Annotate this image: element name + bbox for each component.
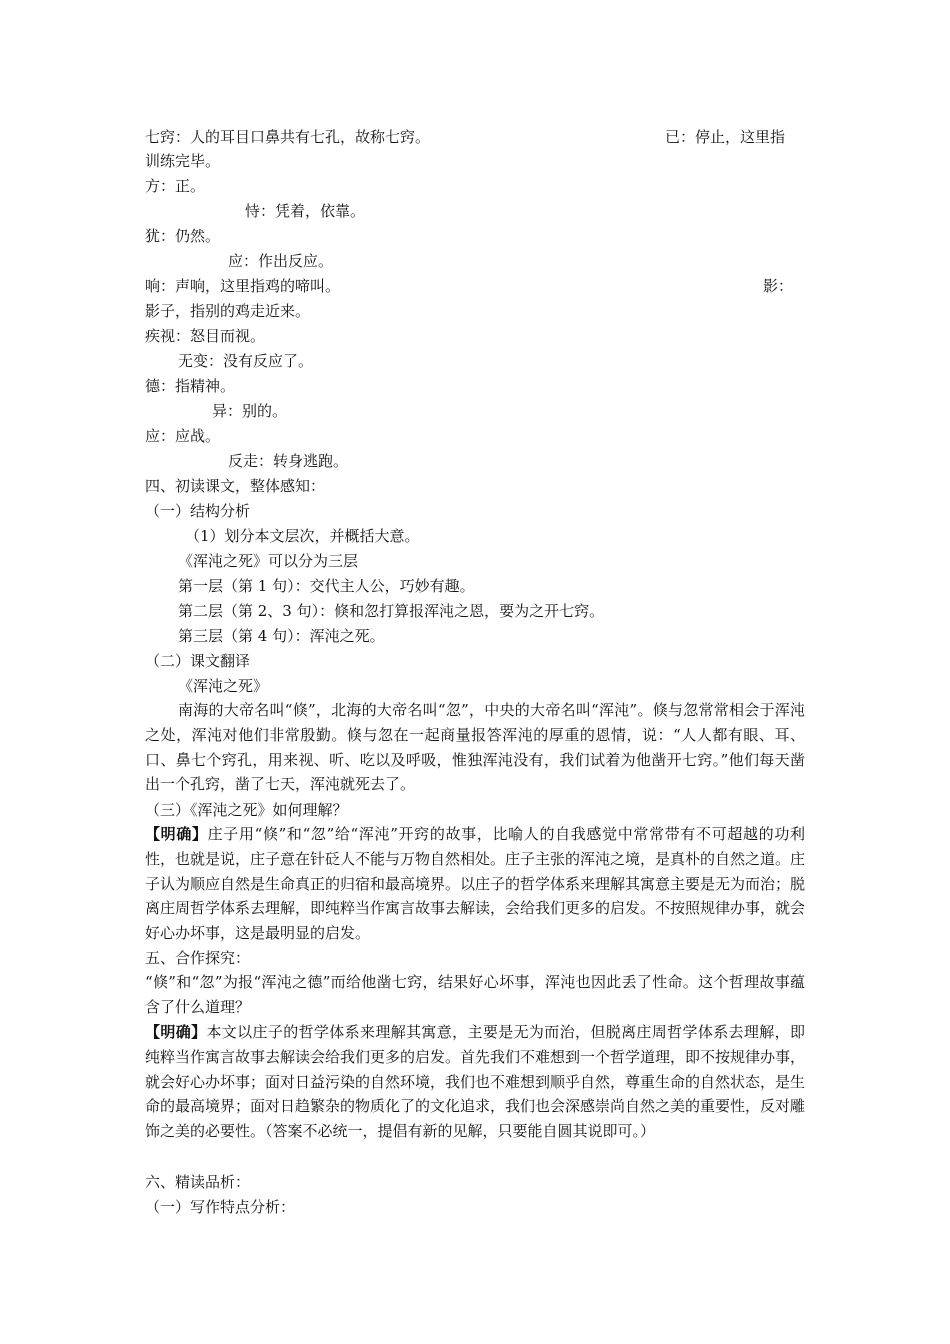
layer-2: 第二层（第 2、3 句）：倏和忽打算报浑沌之恩，要为之开七窍。 [178, 602, 605, 620]
question-text: “倏”和“忽”为报“浑沌之德”而给他凿七窍，结果好心坏事，浑沌也因此丢了性命。这个哲理故事蕴含了什么道理？ [145, 973, 805, 1016]
structure-task: （1）划分本文层次，并概括大意。 [185, 527, 420, 545]
section6-heading: 六、精读品析： [145, 1173, 251, 1191]
answer-tag: 【明确】 [145, 1023, 207, 1041]
gloss-ying-fight: 应：应战。 [145, 427, 221, 445]
answer-text: 本文以庄子的哲学体系来理解其寓意，主要是无为而治，但脱离庄周哲学体系去理解，即纯粹当作寓言故事去解读会给我们更多的启发。首先我们不难想到一个哲学道理，即不按规律办事，就会好心办坏事；面对日益污染的自然环境，我们也不难想到顺乎自然，尊重生命的自然状态，是生命的最高境界；面对日趋繁杂的物质化了的文化追求，我们也会深感崇尚自然之美的重要性，反对雕饰之美的必要性。（答案不必统一，提倡有新的见解，只要能自圆其说即可。） [145, 1023, 806, 1141]
gloss-fanzou: 反走：转身逃跑。 [228, 452, 349, 470]
section5-heading: 五、合作探究： [145, 949, 251, 967]
answer-tag: 【明确】 [145, 825, 208, 843]
gloss-fang: 方：正。 [145, 177, 206, 195]
section5-question [145, 970, 805, 1020]
gloss-yi-other: 异：别的。 [212, 402, 288, 420]
section4-heading: 四、初读课文，整体感知： [145, 477, 326, 495]
layer-1: 第一层（第 1 句）：交代主人公，巧妙有趣。 [178, 577, 475, 595]
gloss-xiang: 响：声响，这里指鸡的啼叫。 [145, 277, 341, 295]
answer-text: 庄子用“倏”和“忽”给“浑沌”开窍的故事，比喻人的自我感觉中常常带有不可超越的功利性，也就是说，庄子意在针砭人不能与万物自然相处。庄子主张的浑沌之境，是真朴的自然之道。庄子认为顺应自然是生命真正的归宿和最高境界。以庄子的哲学体系来理解其寓意主要是无为而治；脱离庄周哲学体系去理解，即纯粹当作寓言故事去解读，会给我们更多的启发。不按照规律办事，就会好心办坏事，这是最明显的启发。 [145, 825, 806, 943]
section4-sub-understanding: （三）《浑沌之死》如何理解？ [145, 801, 348, 819]
section5-answer [145, 1020, 805, 1144]
layer-3: 第三层（第 4 句）：浑沌之死。 [178, 627, 385, 645]
gloss-ying-shadow: 影： [763, 277, 794, 295]
gloss-wubian: 无变：没有反应了。 [178, 352, 314, 370]
section4-sub-translation: （二）课文翻译 [145, 652, 251, 670]
gloss-qiqiao: 七窍：人的耳目口鼻共有七孔，故称七窍。 [145, 128, 431, 146]
gloss-ying-react: 应：作出反应。 [228, 252, 334, 270]
gloss-yi-cont: 训练完毕。 [145, 152, 221, 170]
section6-sub-writing: （一）写作特点分析： [145, 1198, 296, 1216]
gloss-yi: 已：停止，这里指 [665, 128, 786, 146]
translation-paragraph [145, 698, 805, 797]
translation-text: 南海的大帝名叫“倏”，北海的大帝名叫“忽”，中央的大帝名叫“浑沌”。倏与忽常常相会于浑沌之处，浑沌对他们非常殷勤。倏与忽在一起商量报答浑沌的厚重的恩情，说：“人人都有眼、耳、口、鼻七个窍孔，用来视、听、吃以及呼吸，惟独浑沌没有，我们试着为他凿开七窍。”他们每天凿出一个孔窍，凿了七天，浑沌就死去了。 [145, 701, 805, 794]
gloss-you: 犹：仍然。 [145, 227, 221, 245]
translation-title: 《浑沌之死》 [178, 677, 269, 695]
gloss-shi: 恃：凭着，依靠。 [245, 202, 366, 220]
gloss-jishi: 疾视：怒目而视。 [145, 327, 266, 345]
gloss-de: 德：指精神。 [145, 377, 236, 395]
understanding-answer [145, 822, 805, 946]
section4-sub-structure: （一）结构分析 [145, 502, 251, 520]
structure-intro: 《浑沌之死》可以分为三层 [178, 552, 359, 570]
gloss-ying-shadow-cont: 影子，指别的鸡走近来。 [145, 302, 311, 320]
